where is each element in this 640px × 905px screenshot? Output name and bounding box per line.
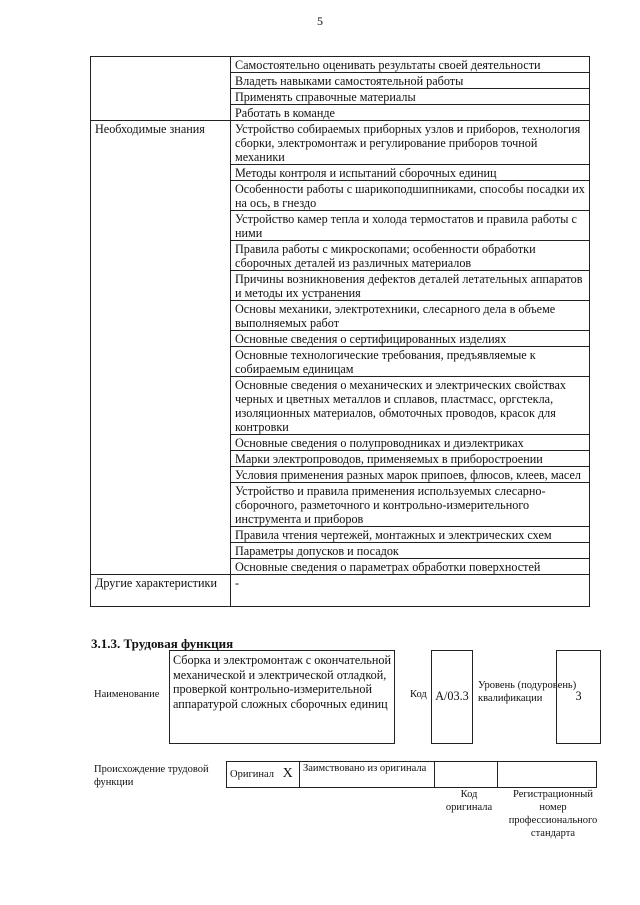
original-code-caption: Код оригинала	[445, 789, 493, 813]
knowledge-item: Особенности работы с шарикоподшипниками, способы посадки их на ось, в гнездо	[231, 181, 590, 211]
name-label: Наименование	[94, 689, 160, 700]
knowledge-item: Причины возникновения дефектов деталей летательных аппаратов и методы их устранения	[231, 271, 590, 301]
knowledge-label: Необходимые знания	[91, 121, 231, 575]
table-row	[91, 121, 590, 165]
knowledge-item: Методы контроля и испытаний сборочных единиц	[231, 165, 590, 181]
knowledge-item: Основы механики, электротехники, слесарного дела в объеме выполняемых работ	[231, 301, 590, 331]
function-name-box: Сборка и электромонтаж с окончательной механической и электрической отладкой, проверкой контрольно-измерительной аппаратурой сложных сборочных единиц	[169, 650, 395, 744]
page-number: 5	[317, 14, 323, 28]
other-characteristics-value: -	[231, 575, 590, 607]
knowledge-item: Марки электропроводов, применяемых в приборостроении	[231, 451, 590, 467]
code-label: Код	[410, 689, 427, 700]
knowledge-item: Правила работы с микроскопами; особенности обработки сборочных деталей из различных материалов	[231, 241, 590, 271]
skill-item: Владеть навыками самостоятельной работы	[231, 73, 590, 89]
origin-table	[226, 761, 597, 788]
knowledge-item: Устройство камер тепла и холода термостатов и правила работы с ними	[231, 211, 590, 241]
origin-label: Происхождение трудовой функции	[94, 764, 209, 788]
knowledge-item: Условия применения разных марок припоев, флюсов, клеев, масел	[231, 467, 590, 483]
borrowed-cell: Заимствовано из оригинала	[300, 762, 435, 788]
original-label: Оригинал	[230, 769, 274, 780]
skill-item: Применять справочные материалы	[231, 89, 590, 105]
registration-number-cell	[498, 762, 597, 788]
qualification-level-box: 3	[556, 650, 601, 744]
knowledge-item: Основные сведения о параметрах обработки поверхностей	[231, 559, 590, 575]
original-mark: X	[282, 766, 293, 781]
original-code-cell	[435, 762, 498, 788]
function-code-box: A/03.3	[431, 650, 473, 744]
registration-number-caption: Регистрационный номер профессионального стандарта	[508, 789, 598, 839]
knowledge-item: Основные технологические требования, предъявляемые к собираемым единицам	[231, 347, 590, 377]
qualification-level-label: Уровень (подуровень) квалификации	[478, 680, 577, 704]
skills-label-cell	[91, 57, 231, 121]
table-row	[91, 575, 590, 607]
table-row	[227, 762, 597, 788]
original-cell	[227, 762, 300, 788]
skill-item: Работать в команде	[231, 105, 590, 121]
skill-item: Самостоятельно оценивать результаты своей деятельности	[231, 57, 590, 73]
knowledge-item: Устройство и правила применения используемых слесарно-сборочного, разметочного и контрольно-измерительного инструмента и приборов	[231, 483, 590, 527]
knowledge-item: Устройство собираемых приборных узлов и приборов, технология сборки, электромонтаж и регулирование приборов точной механики	[231, 121, 590, 165]
other-characteristics-label: Другие характеристики	[91, 575, 231, 607]
knowledge-item: Основные сведения о сертифицированных изделиях	[231, 331, 590, 347]
knowledge-item: Основные сведения о механических и электрических свойствах черных и цветных металлов и сплавов, пластмасс, оргстекла, изоляционных материалов, обмоточных проводов, красок для контровки	[231, 377, 590, 435]
knowledge-item: Параметры допусков и посадок	[231, 543, 590, 559]
knowledge-table	[90, 56, 590, 607]
table-row	[91, 57, 590, 73]
knowledge-item: Правила чтения чертежей, монтажных и электрических схем	[231, 527, 590, 543]
knowledge-item: Основные сведения о полупроводниках и диэлектриках	[231, 435, 590, 451]
section-title: 3.1.3. Трудовая функция	[91, 636, 234, 651]
